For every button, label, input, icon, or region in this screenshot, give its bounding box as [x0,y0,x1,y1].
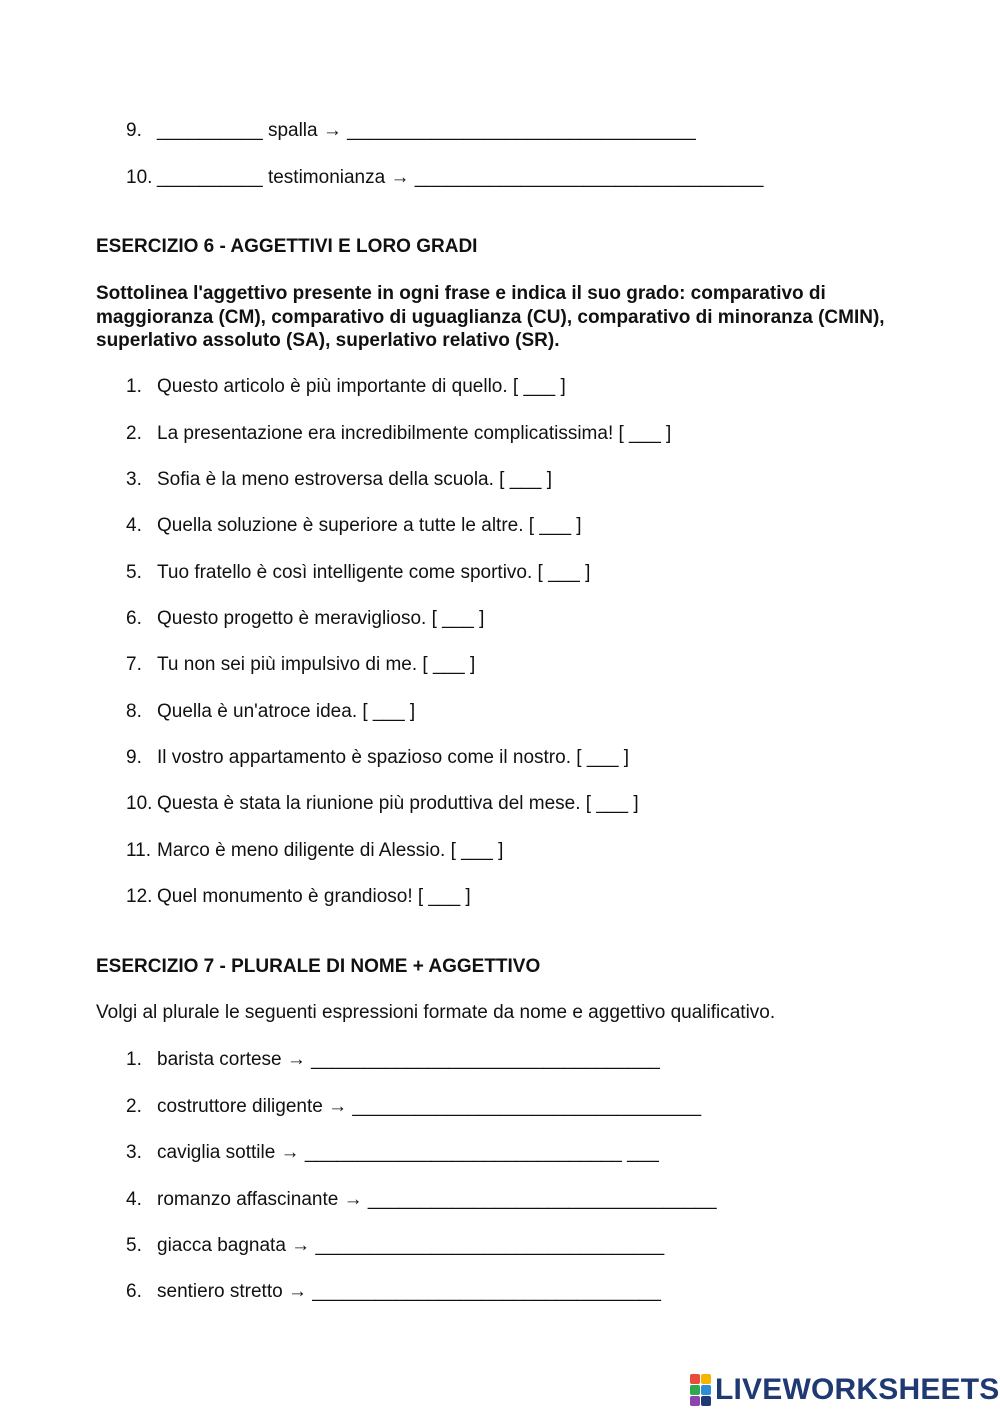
item-text: barista cortese → _________________________________ [157,1049,660,1070]
item-number: 10. [126,793,153,814]
exercise-7-instruction: Volgi al plurale le seguenti espressioni formate da nome e aggettivo qualificativo. [96,1002,776,1023]
item-number: 4. [126,515,142,536]
logo-tile [701,1374,711,1384]
item-text: Il vostro appartamento è spazioso come il nostro. [ ___ ] [157,747,630,768]
item-number: 5. [126,1235,142,1256]
item-text: Tuo fratello è così intelligente come sportivo. [ ___ ] [157,562,591,583]
item-text: Quella soluzione è superiore a tutte le altre. [ ___ ] [157,515,582,536]
item-number: 2. [126,1096,142,1117]
item-number: 7. [126,654,142,675]
item-text: sentiero stretto → _________________________________ [157,1281,661,1302]
liveworksheets-logo[interactable] [690,1374,1000,1406]
logo-text: LIVEWORKSHEETS [715,1373,1000,1406]
logo-tile [701,1385,711,1395]
item-number: 6. [126,1281,142,1302]
item-number: 12. [126,886,153,907]
item-text: giacca bagnata → _________________________________ [157,1235,665,1256]
item-number: 3. [126,469,142,490]
item-text: caviglia sottile → ______________________________ ___ [157,1142,659,1163]
item-text: __________ spalla → _________________________________ [157,120,696,141]
item-number: 11. [126,840,152,861]
item-text: La presentazione era incredibilmente complicatissima! [ ___ ] [157,423,672,444]
item-number: 9. [126,747,142,768]
item-text: Marco è meno diligente di Alessio. [ ___ ] [157,840,504,861]
item-number: 8. [126,701,142,722]
item-number: 3. [126,1142,142,1163]
item-number: 2. [126,423,142,444]
exercise-7-heading: ESERCIZIO 7 - PLURALE DI NOME + AGGETTIVO [96,956,541,977]
exercise-6-heading: ESERCIZIO 6 - AGGETTIVI E LORO GRADI [96,236,478,257]
item-text: Quel monumento è grandioso! [ ___ ] [157,886,471,907]
item-number: 1. [126,376,142,397]
item-number: 4. [126,1189,142,1210]
item-text: __________ testimonianza → _________________________________ [157,167,764,188]
logo-tile [690,1396,700,1406]
item-number: 1. [126,1049,142,1070]
item-text: Tu non sei più impulsivo di me. [ ___ ] [157,654,476,675]
item-text: costruttore diligente → _________________________________ [157,1096,702,1117]
logo-tile [701,1396,711,1406]
item-text: Questo articolo è più importante di quello. [ ___ ] [157,376,566,397]
item-number: 5. [126,562,142,583]
item-text: Questo progetto è meraviglioso. [ ___ ] [157,608,485,629]
item-text: Sofia è la meno estroversa della scuola. [ ___ ] [157,469,553,490]
logo-tile [690,1374,700,1384]
item-number: 9. [126,120,142,141]
exercise-6-instruction: Sottolinea l'aggettivo presente in ogni frase e indica il suo grado: comparativo di maggioranza (CM), comparativo di uguaglianza (CU), comparativo di minoranza (CMIN), superlativo assoluto (SA), superlativo relativo (SR). [96,283,885,351]
item-text: Quella è un'atroce idea. [ ___ ] [157,701,416,722]
logo-mark-icon [690,1374,711,1406]
item-number: 10. [126,167,153,188]
item-text: Questa è stata la riunione più produttiva del mese. [ ___ ] [157,793,639,814]
logo-tile [690,1385,700,1395]
item-text: romanzo affascinante → _________________________________ [157,1189,717,1210]
item-number: 6. [126,608,142,629]
